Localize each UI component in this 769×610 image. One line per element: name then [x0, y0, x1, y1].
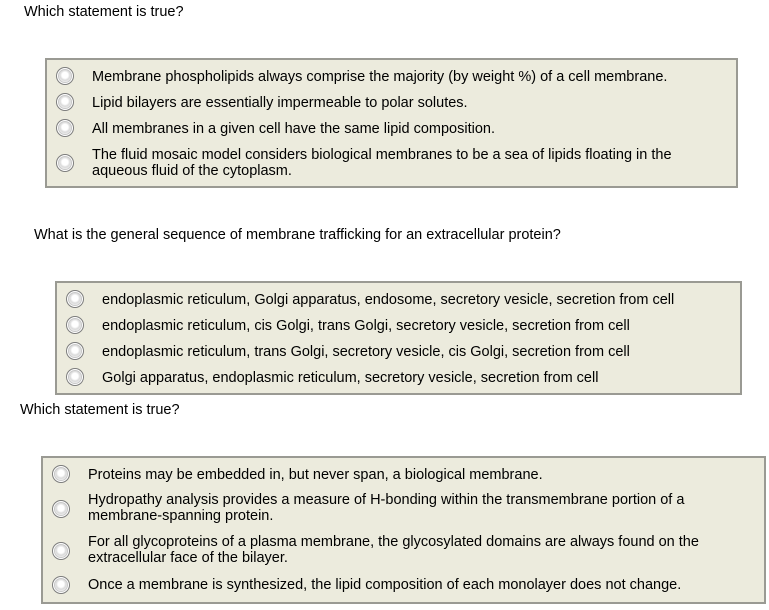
question-1-prompt: Which statement is true? — [24, 4, 184, 20]
question-1-option-2[interactable] — [47, 92, 736, 114]
option-label[interactable]: endoplasmic reticulum, Golgi apparatus, endosome, secretory vesicle, secretion from cell — [102, 292, 675, 308]
question-2-options — [55, 281, 742, 395]
option-label[interactable]: endoplasmic reticulum, trans Golgi, secretory vesicle, cis Golgi, secretion from cell — [102, 344, 630, 360]
question-2-option-3[interactable] — [57, 341, 740, 363]
option-label[interactable]: Once a membrane is synthesized, the lipid composition of each monolayer does not change. — [88, 577, 682, 593]
question-3-option-2[interactable] — [43, 490, 764, 530]
radio-button[interactable] — [56, 119, 74, 137]
question-3-prompt: Which statement is true? — [20, 402, 180, 418]
radio-button[interactable] — [66, 316, 84, 334]
radio-button[interactable] — [66, 368, 84, 386]
question-3-option-1[interactable] — [43, 464, 764, 486]
radio-button[interactable] — [52, 576, 70, 594]
question-1-option-3[interactable] — [47, 118, 736, 140]
option-label[interactable]: endoplasmic reticulum, cis Golgi, trans Golgi, secretory vesicle, secretion from cell — [102, 318, 630, 334]
question-2-option-1[interactable] — [57, 289, 740, 311]
radio-button[interactable] — [56, 93, 74, 111]
radio-button[interactable] — [56, 154, 74, 172]
question-1-option-4[interactable] — [47, 144, 736, 184]
radio-button[interactable] — [66, 342, 84, 360]
radio-button[interactable] — [52, 465, 70, 483]
option-label[interactable]: Proteins may be embedded in, but never span, a biological membrane. — [88, 467, 543, 483]
question-2-prompt: What is the general sequence of membrane trafficking for an extracellular protein? — [34, 227, 561, 243]
option-label[interactable]: Lipid bilayers are essentially impermeable to polar solutes. — [92, 95, 468, 111]
radio-button[interactable] — [66, 290, 84, 308]
question-1-options — [45, 58, 738, 188]
option-label[interactable]: Hydropathy analysis provides a measure of H-bonding within the transmembrane portion of a membrane-spanning protein. — [88, 492, 685, 524]
option-label[interactable]: All membranes in a given cell have the same lipid composition. — [92, 121, 495, 137]
radio-button[interactable] — [52, 500, 70, 518]
question-2-option-2[interactable] — [57, 315, 740, 337]
option-label[interactable]: The fluid mosaic model considers biological membranes to be a sea of lipids floating in the aqueous fluid of the cytoplasm. — [92, 147, 672, 179]
question-1-option-1[interactable] — [47, 66, 736, 88]
option-label[interactable]: Membrane phospholipids always comprise the majority (by weight %) of a cell membrane. — [92, 69, 668, 85]
question-3-option-4[interactable] — [43, 574, 764, 596]
radio-button[interactable] — [56, 67, 74, 85]
question-2-option-4[interactable] — [57, 367, 740, 389]
option-label[interactable]: For all glycoproteins of a plasma membrane, the glycosylated domains are always found on the extracellular face of the bilayer. — [88, 534, 699, 566]
question-3-options — [41, 456, 766, 604]
radio-button[interactable] — [52, 542, 70, 560]
question-3-option-3[interactable] — [43, 532, 764, 572]
option-label[interactable]: Golgi apparatus, endoplasmic reticulum, secretory vesicle, secretion from cell — [102, 370, 599, 386]
